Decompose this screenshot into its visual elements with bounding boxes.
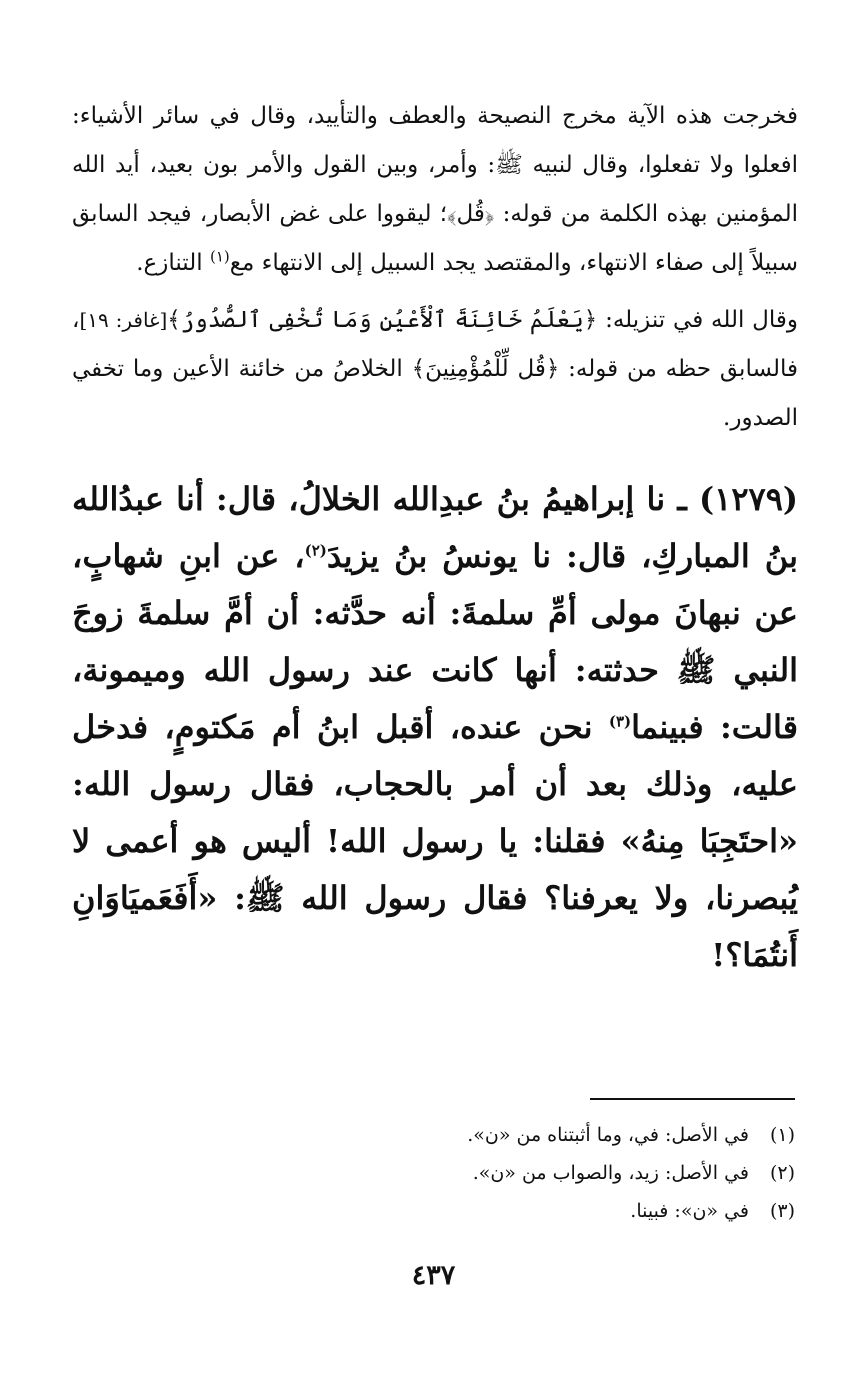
footnote-marker-3[interactable]: (٣) [608,712,632,731]
page-body [72,92,798,984]
footnote-number: (٣) [769,1200,795,1222]
footnote-marker-1[interactable]: (١) [209,247,230,266]
commentary-text-end: الخلاصُ من خائنة الأعين وما تخفي الصدور. [72,356,798,431]
footnote-number: (١) [769,1124,795,1146]
hadith-number: (١٢٧٩) [698,480,799,518]
commentary-text-end: التنازع. [136,250,210,276]
hadith-text: ، عن ابنِ شهابٍ، عن نبهانَ مولى أمِّ سلمةَ: أنه حدَّثه: أن أمَّ سلمةَ زوجَ النبي ﷺ حدثته: أنها كانت عند رسول الله وميمونة، قالت: فبينما [72,537,799,746]
hadith-text: ـ نا إبراهيمُ بنُ عبدِالله الخلالُ، قال: أنا عبدُالله بنُ المباركِ، قال: نا يونسُ بنُ يزيدَ [72,480,799,575]
footnote-1 [69,1116,795,1154]
commentary-paragraph-1 [72,92,798,288]
quran-verse: ﴿قُل لِّلْمُؤْمِنِينَ﴾ [411,356,560,382]
commentary [72,92,798,443]
footnote-2 [69,1154,795,1192]
footnote-number: (٢) [769,1162,795,1184]
footnote-text: في الأصل: زيد، والصواب من «ن». [472,1162,749,1184]
hadith-paragraph [72,471,798,984]
footnote-divider [590,1098,795,1100]
commentary-text: ، فالسابق حظه من قوله: [72,307,798,382]
quran-verse: ﴿يَعْلَمُ خَائِنَةَ ٱلْأَعْيُنِ وَمَا تُخْفِى ٱلصُّدُورُ﴾ [167,307,598,333]
page-number: ٤٣٧ [411,1260,456,1291]
footnote-marker-2[interactable]: (٢) [304,541,327,560]
footnote-3 [69,1192,795,1230]
footnotes [69,1116,795,1230]
hadith-text: نحن عنده، أقبل ابنُ أم مَكتومٍ، فدخل عليه، وذلك بعد أن أمر بالحجاب، فقال رسول الله: «احتَجِبَا مِنهُ» فقلنا: يا رسول الله! أليس هو أعمى لا يُبصرنا، ولا يعرفنا؟ فقال رسول الله ﷺ: «أَفَعَميَاوَانِ أَنتُمَا؟! [72,708,799,974]
commentary-text: وقال الله في تنزيله: [597,307,799,333]
hadith-block [72,471,798,984]
verse-reference: [غافر: ١٩] [79,308,168,332]
commentary-paragraph-2 [72,296,798,443]
commentary-text: فخرجت هذه الآية مخرج النصيحة والعطف والتأييد، وقال في سائر الأشياء: افعلوا ولا تفعلوا، وقال لنبيه ﷺ: وأمر، وبين القول والأمر بون بعيد، أيد الله المؤمنين بهذه الكلمة من قوله: ﴿قُل﴾؛ ليقووا على غض الأبصار، فيجد السابق سبيلاً إلى صفاء الانتهاء، والمقتصد يجد السبيل إلى الانتهاء مع [72,103,798,276]
footnote-text: في «ن»: فبينا. [630,1200,749,1222]
footnote-text: في الأصل: في، وما أثبتناه من «ن». [467,1124,749,1146]
